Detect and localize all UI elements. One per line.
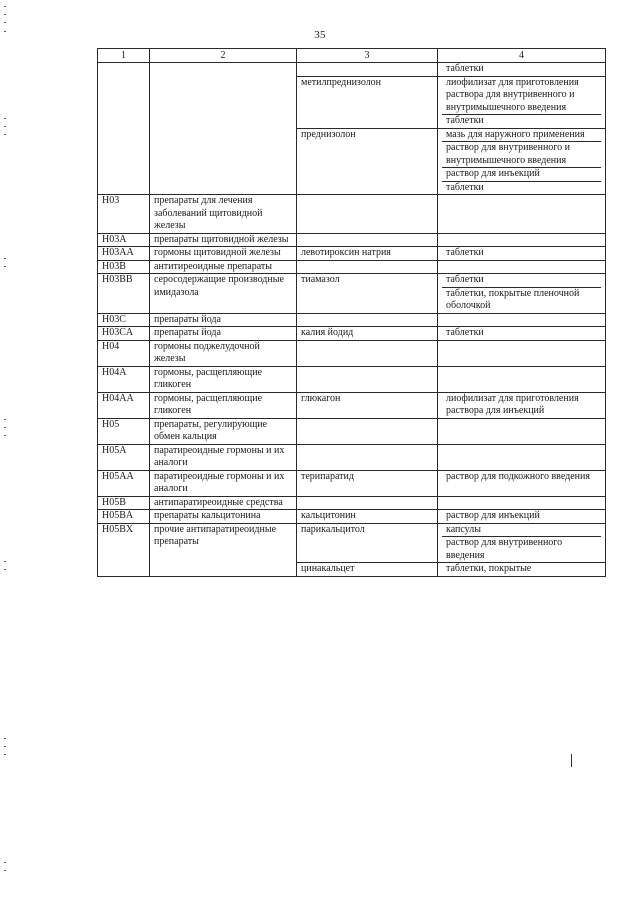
dosage-forms-cell <box>438 510 606 524</box>
page-number: 35 <box>314 29 326 41</box>
drug-name-cell: тиамазол <box>297 274 438 314</box>
dosage-forms-cell <box>438 563 606 577</box>
atc-code-cell: H04 <box>98 340 150 366</box>
dosage-forms-cell <box>438 76 606 128</box>
table-row <box>98 366 606 392</box>
atc-code-cell: H05B <box>98 496 150 510</box>
dosage-forms-cell <box>438 392 606 418</box>
drug-name-cell: цинакальцет <box>297 563 438 577</box>
drug-name-cell <box>297 444 438 470</box>
dosage-form: раствор для инъекций <box>446 510 540 521</box>
dosage-forms-cell <box>438 313 606 327</box>
atc-code-cell: H03A <box>98 233 150 247</box>
dosage-forms-cell <box>438 128 606 195</box>
dosage-forms-cell <box>438 340 606 366</box>
drug-name-cell <box>297 418 438 444</box>
drug-name-cell <box>297 233 438 247</box>
table-row <box>98 418 606 444</box>
drug-name-cell <box>297 496 438 510</box>
atc-code-cell: H05AA <box>98 470 150 496</box>
dosage-forms-cell <box>438 233 606 247</box>
group-name-cell: препараты кальцитонина <box>150 510 297 524</box>
header-row <box>98 49 606 63</box>
atc-code-cell: H03B <box>98 260 150 274</box>
dosage-forms-cell <box>438 274 606 314</box>
group-name-cell: паратиреоидные гормоны и их аналоги <box>150 470 297 496</box>
drug-name-cell: калия йодид <box>297 327 438 341</box>
drug-name-cell <box>297 340 438 366</box>
dosage-form: таблетки, покрытые <box>446 563 532 574</box>
dosage-form: таблетки <box>442 274 601 288</box>
table-row <box>98 327 606 341</box>
atc-code-cell: H03BB <box>98 274 150 314</box>
atc-code-cell: H03 <box>98 195 150 234</box>
dosage-forms-cell <box>438 247 606 261</box>
scan-edge-marks <box>4 0 7 905</box>
atc-code-cell: H05BA <box>98 510 150 524</box>
atc-code-cell: H03C <box>98 313 150 327</box>
header-cell-3: 3 <box>297 49 438 63</box>
header-cell-4: 4 <box>438 49 606 63</box>
group-name-cell: гормоны, расщепляющие гликоген <box>150 366 297 392</box>
atc-code-cell: H03CA <box>98 327 150 341</box>
dosage-form: мазь для наружного применения <box>442 129 601 143</box>
dosage-form: таблетки <box>446 247 484 258</box>
drug-name-cell: преднизолон <box>297 128 438 195</box>
drug-name-cell <box>297 195 438 234</box>
dosage-form: таблетки, покрытые пленочной оболочкой <box>446 287 580 311</box>
dosage-form: таблетки <box>446 115 484 126</box>
margin-mark <box>571 754 572 767</box>
medication-table <box>97 48 606 577</box>
atc-code-cell: H05BX <box>98 523 150 576</box>
dosage-form: лиофилизат для приготовления раствора для инъекций <box>446 392 579 416</box>
table-row <box>98 340 606 366</box>
dosage-forms-cell <box>438 260 606 274</box>
group-name-cell: серосодержащие производные имидазола <box>150 274 297 314</box>
group-name-cell: антитиреоидные препараты <box>150 260 297 274</box>
drug-name-cell: метилпреднизолон <box>297 76 438 128</box>
atc-code-cell: H03AA <box>98 247 150 261</box>
atc-code-cell: H04AA <box>98 392 150 418</box>
drug-name-cell: терипаратид <box>297 470 438 496</box>
dosage-forms-cell <box>438 470 606 496</box>
dosage-form: капсулы <box>442 524 601 538</box>
group-name-cell: антипаратиреоидные средства <box>150 496 297 510</box>
dosage-form: таблетки <box>446 63 484 74</box>
atc-code-cell: H04A <box>98 366 150 392</box>
dosage-forms-cell <box>438 63 606 77</box>
group-name-cell: гормоны щитовидной железы <box>150 247 297 261</box>
group-name-cell: препараты щитовидной железы <box>150 233 297 247</box>
group-name-cell: препараты, регулирующие обмен кальция <box>150 418 297 444</box>
dosage-forms-cell <box>438 523 606 563</box>
dosage-form: таблетки <box>446 327 484 338</box>
table-row <box>98 63 606 77</box>
drug-name-cell <box>297 63 438 77</box>
dosage-forms-cell <box>438 366 606 392</box>
table-row <box>98 247 606 261</box>
table-row <box>98 274 606 314</box>
group-name-cell: гормоны, расщепляющие гликоген <box>150 392 297 418</box>
dosage-form: раствор для внутривенного введения <box>446 537 563 561</box>
drug-name-cell: левотироксин натрия <box>297 247 438 261</box>
group-name-cell <box>150 63 297 195</box>
table-row <box>98 392 606 418</box>
dosage-forms-cell <box>438 418 606 444</box>
table-row <box>98 470 606 496</box>
drug-name-cell <box>297 366 438 392</box>
table-row <box>98 496 606 510</box>
group-name-cell: прочие антипаратиреоидные препараты <box>150 523 297 576</box>
dosage-forms-cell <box>438 496 606 510</box>
group-name-cell: препараты для лечения заболеваний щитовидной железы <box>150 195 297 234</box>
drug-name-cell: кальцитонин <box>297 510 438 524</box>
header-cell-1: 1 <box>98 49 150 63</box>
table-row <box>98 260 606 274</box>
atc-code-cell: H05A <box>98 444 150 470</box>
atc-code-cell: H05 <box>98 418 150 444</box>
group-name-cell: препараты йода <box>150 313 297 327</box>
dosage-form: раствор для инъекций <box>442 168 601 182</box>
table-row <box>98 523 606 563</box>
dosage-form: раствор для внутривенного и внутримышечного введения <box>442 142 601 168</box>
drug-name-cell: парикальцитол <box>297 523 438 563</box>
dosage-forms-cell <box>438 444 606 470</box>
drug-name-cell <box>297 313 438 327</box>
drug-name-cell <box>297 260 438 274</box>
table-row <box>98 233 606 247</box>
atc-code-cell <box>98 63 150 195</box>
header-cell-2: 2 <box>150 49 297 63</box>
dosage-form: таблетки <box>446 181 484 193</box>
table-body <box>98 63 606 577</box>
group-name-cell: паратиреоидные гормоны и их аналоги <box>150 444 297 470</box>
drug-name-cell: глюкагон <box>297 392 438 418</box>
table-row <box>98 195 606 234</box>
dosage-forms-cell <box>438 327 606 341</box>
table-row <box>98 510 606 524</box>
dosage-form: лиофилизат для приготовления раствора для внутривенного и внутримышечного введения <box>442 77 601 116</box>
table-row <box>98 444 606 470</box>
dosage-forms-cell <box>438 195 606 234</box>
table-row <box>98 313 606 327</box>
group-name-cell: гормоны поджелудочной железы <box>150 340 297 366</box>
group-name-cell: препараты йода <box>150 327 297 341</box>
dosage-form: раствор для подкожного введения <box>446 470 590 482</box>
